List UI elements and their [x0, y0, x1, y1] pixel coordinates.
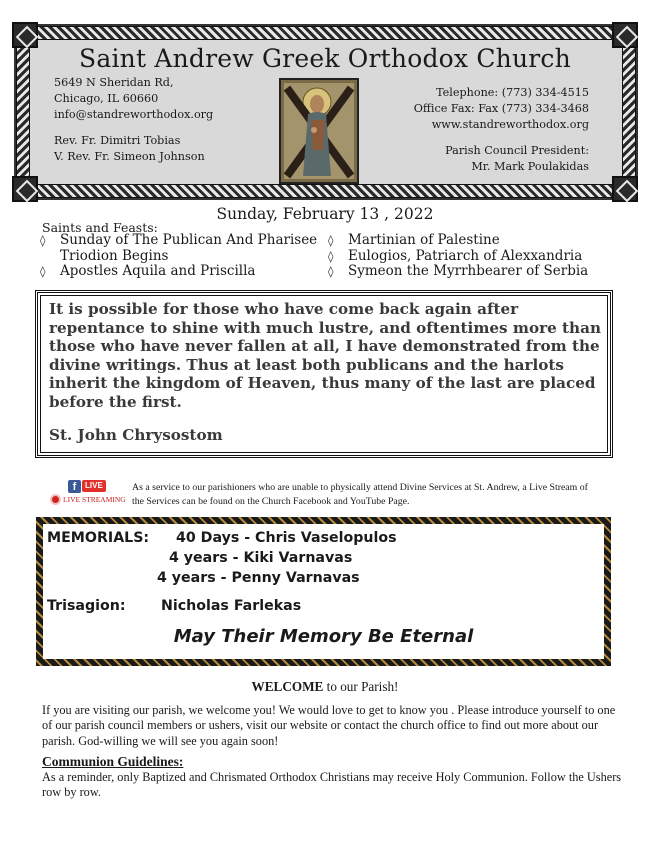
memorial-entry: 4 years - Kiki Varnavas: [169, 550, 353, 566]
saint-andrew-icon-image: [281, 80, 357, 182]
list-item: ◊ Martinian of Palestine: [328, 232, 500, 248]
address-line2: Chicago, IL 60660: [54, 92, 159, 105]
priest-name: V. Rev. Fr. Simeon Johnson: [54, 150, 205, 163]
website-link[interactable]: www.standreworthodox.org: [431, 118, 589, 131]
service-date: Sunday, February 13 , 2022: [216, 205, 434, 223]
trisagion-label: Trisagion:: [47, 598, 126, 614]
quote-text: It is possible for those who have come back again after repentance to shine with much lustre, and oftentimes more than those who have never fallen at all, I have demonstrated from the divine writings. Thus at least both publicans and the harlots inherit the kingdom of Heaven, thus many of the last are placed before the first.: [49, 300, 601, 411]
communion-heading: Communion Guidelines:: [42, 754, 184, 769]
live-badge: LIVE: [82, 480, 106, 492]
diamond-bullet-icon: ◊: [40, 265, 46, 278]
contact-block-left: [54, 75, 213, 165]
saints-list-right: [328, 233, 588, 280]
corner-ornament-bottom-left: [12, 176, 38, 202]
list-item: ◊ Sunday of The Publican And Pharisee: [40, 232, 318, 248]
memorial-entry: 4 years - Penny Varnavas: [157, 570, 360, 586]
contact-block-right: [414, 85, 589, 175]
welcome-heading: [0, 679, 650, 695]
council-president: Mr. Mark Poulakidas: [471, 160, 589, 173]
council-label: Parish Council President:: [445, 144, 589, 157]
quote-box: [37, 292, 611, 456]
welcome-rest: to our Parish!: [323, 679, 399, 694]
address-line1: 5649 N Sheridan Rd,: [54, 76, 174, 89]
memorials-label: MEMORIALS:: [47, 530, 150, 546]
church-name: Saint Andrew Greek Orthodox Church: [79, 44, 571, 73]
welcome-text: If you are visiting our parish, we welcome you! We would love to get to know you . Please introduce yourself to one of our parish council members or ushers, visit our website or contact the church office to find out more about our parish. God-willing we will see you again soon!: [42, 703, 616, 748]
live-streaming-label: LIVE STREAMING: [63, 495, 126, 504]
memorial-entry: 40 Days - Chris Vaselopulos: [176, 530, 397, 546]
corner-ornament-bottom-right: [612, 176, 638, 202]
facebook-icon: f: [68, 480, 81, 493]
list-item: ◊ Symeon the Myrrhbearer of Serbia: [328, 263, 589, 279]
saint-andrew-icon: [279, 78, 359, 184]
email-link[interactable]: info@standreworthodox.org: [54, 108, 214, 121]
priest-name: Rev. Fr. Dimitri Tobias: [54, 134, 181, 147]
border-ornament-bottom: [26, 184, 626, 198]
live-stream-text: As a service to our parishioners who are unable to physically attend Divine Services at St. Andrew, a Live Stream of the Services can be found on the Church Facebook and YouTube Page.: [132, 482, 588, 507]
memorials-box: [36, 517, 611, 666]
trisagion-name: Nicholas Farlekas: [161, 598, 302, 614]
border-ornament-top: [26, 26, 626, 40]
telephone: Telephone: (773) 334-4515: [436, 86, 589, 99]
list-item: ◊ Apostles Aquila and Priscilla: [40, 263, 256, 279]
communion-text: As a reminder, only Baptized and Chrismated Orthodox Christians may receive Holy Communion. Follow the Ushers row by row.: [42, 770, 622, 800]
saints-list-left: [40, 233, 317, 280]
memorial-closing: May Their Memory Be Eternal: [173, 626, 474, 647]
record-icon: [50, 494, 61, 505]
diamond-bullet-icon: ◊: [328, 234, 334, 247]
diamond-bullet-icon: ◊: [328, 265, 334, 278]
live-stream-logo[interactable]: [48, 478, 126, 508]
fax: Office Fax: Fax (773) 334-3468: [413, 102, 589, 115]
welcome-bold: WELCOME: [251, 679, 324, 694]
list-item: ◊ Eulogios, Patriarch of Alexxandria: [328, 247, 583, 264]
saints-label: Saints and Feasts:: [42, 220, 158, 235]
diamond-bullet-icon: ◊: [328, 249, 334, 263]
list-item: Triodion Begins: [60, 247, 169, 264]
diamond-bullet-icon: ◊: [40, 234, 46, 247]
quote-author: St. John Chrysostom: [49, 426, 223, 444]
